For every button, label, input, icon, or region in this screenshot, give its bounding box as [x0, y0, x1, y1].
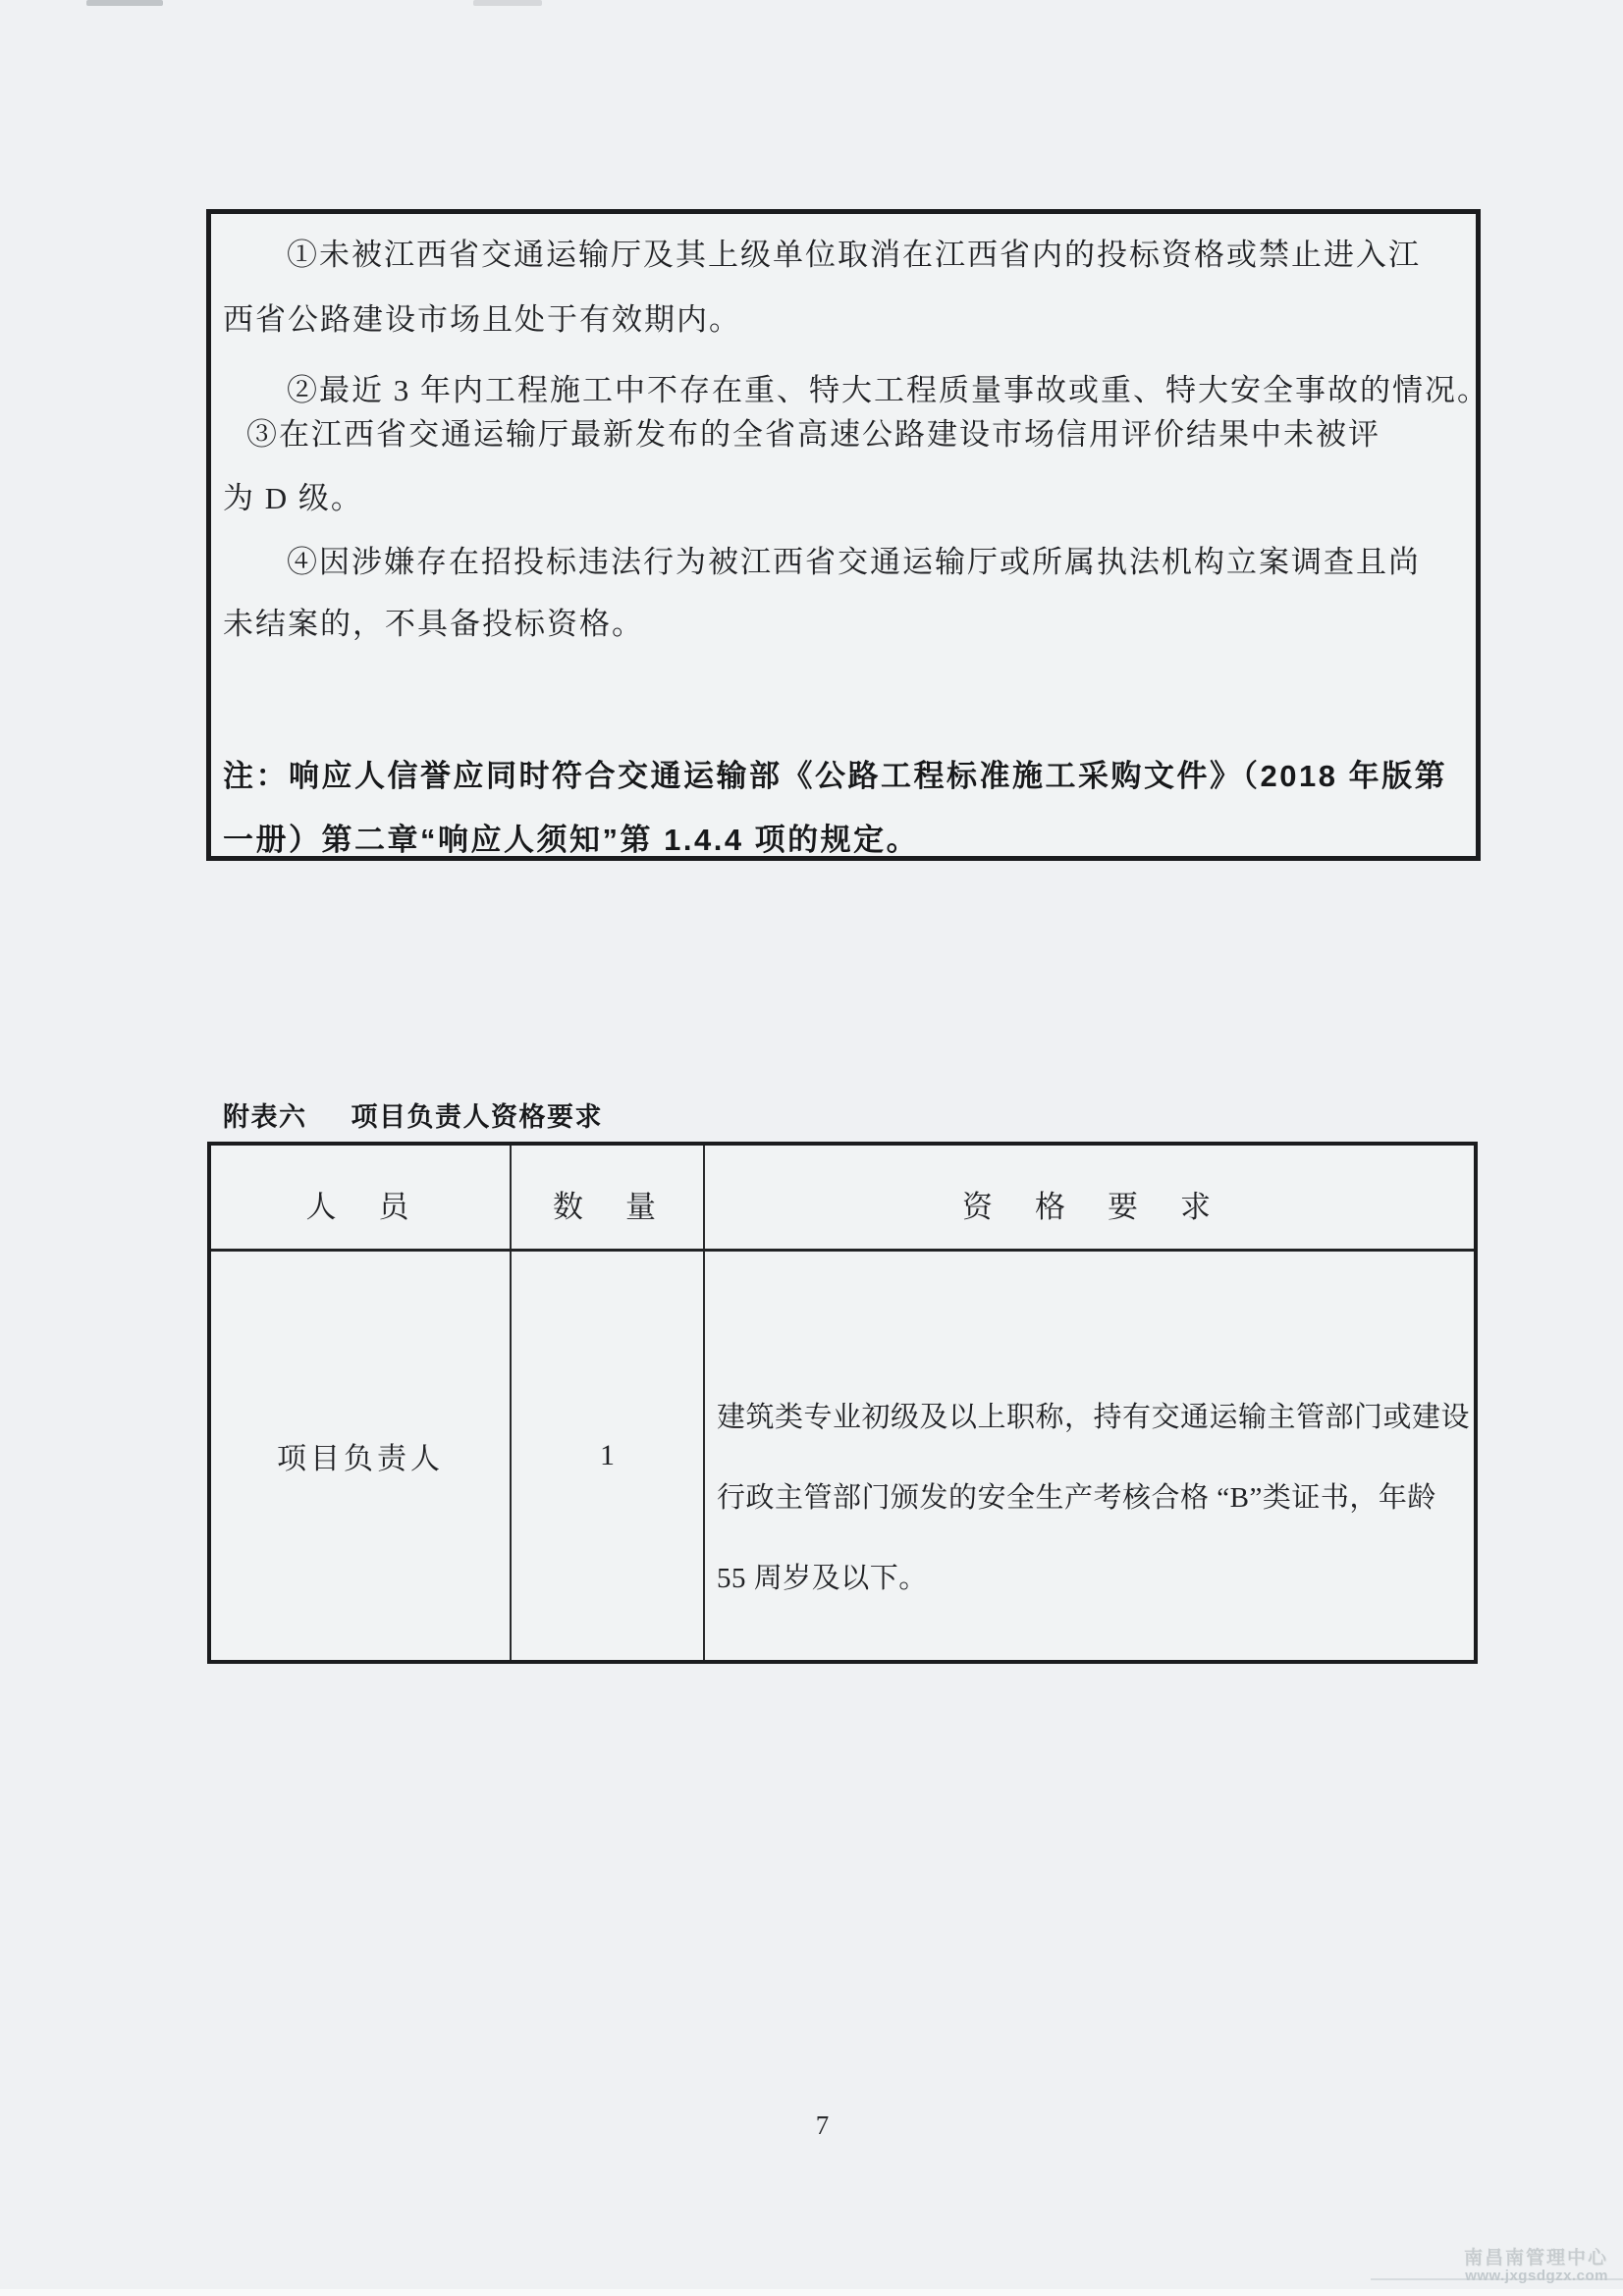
cell-quantity: 1: [600, 1439, 615, 1471]
requirement-line-1: 建筑类专业初级及以上职称，持有交通运输主管部门或建设: [717, 1402, 1471, 1433]
cell-requirements: [705, 1252, 1474, 1660]
credit-requirements-box: [206, 209, 1489, 861]
header-cell-personnel: 人 员: [305, 1190, 415, 1224]
watermark-url: www.jxgsdgzx.com: [1465, 2267, 1608, 2284]
box-line-4: ③在江西省交通运输厅最新发布的全省高速公路建设市场信用评价结果中未被评: [246, 417, 1380, 452]
watermark-title: 南昌南管理中心: [1463, 2248, 1608, 2269]
cell-personnel: 项目负责人: [277, 1443, 444, 1475]
requirement-line-3: 55 周岁及以下。: [717, 1563, 928, 1594]
note-line-2: 一册）第二章“响应人须知”第 1.4.4 项的规定。: [223, 823, 920, 857]
header-cell-requirements: 资 格 要 求: [962, 1190, 1217, 1224]
requirements-table: [207, 1142, 1478, 1664]
scan-artifact: [473, 0, 542, 6]
box-line-1: ①未被江西省交通运输厅及其上级单位取消在江西省内的投标资格或禁止进入江: [287, 238, 1421, 272]
box-line-6: ④因涉嫌存在招投标违法行为被江西省交通运输厅或所属执法机构立案调查且尚: [287, 545, 1421, 579]
table-caption-title: 项目负责人资格要求: [351, 1102, 603, 1132]
header-cell-quantity: 数 量: [553, 1190, 662, 1224]
box-line-2: 西省公路建设市场且处于有效期内。: [223, 302, 741, 337]
requirement-line-2: 行政主管部门颁发的安全生产考核合格 “B”类证书，年龄: [717, 1482, 1436, 1514]
box-line-7: 未结案的，不具备投标资格。: [223, 607, 644, 641]
watermark: [1375, 2249, 1608, 2284]
note-line-1: 注：响应人信誉应同时符合交通运输部《公路工程标准施工采购文件》（2018 年版第: [223, 759, 1448, 793]
scan-artifact: [86, 0, 163, 6]
scan-bottom-edge: [0, 2289, 1623, 2296]
table-caption-label: 附表六: [223, 1102, 307, 1132]
table-caption: [223, 1100, 603, 1134]
box-line-5: 为 D 级。: [223, 481, 363, 515]
page-number: 7: [815, 2110, 830, 2140]
box-line-3: ②最近 3 年内工程施工中不存在重、特大工程质量事故或重、特大安全事故的情况。: [287, 373, 1489, 407]
